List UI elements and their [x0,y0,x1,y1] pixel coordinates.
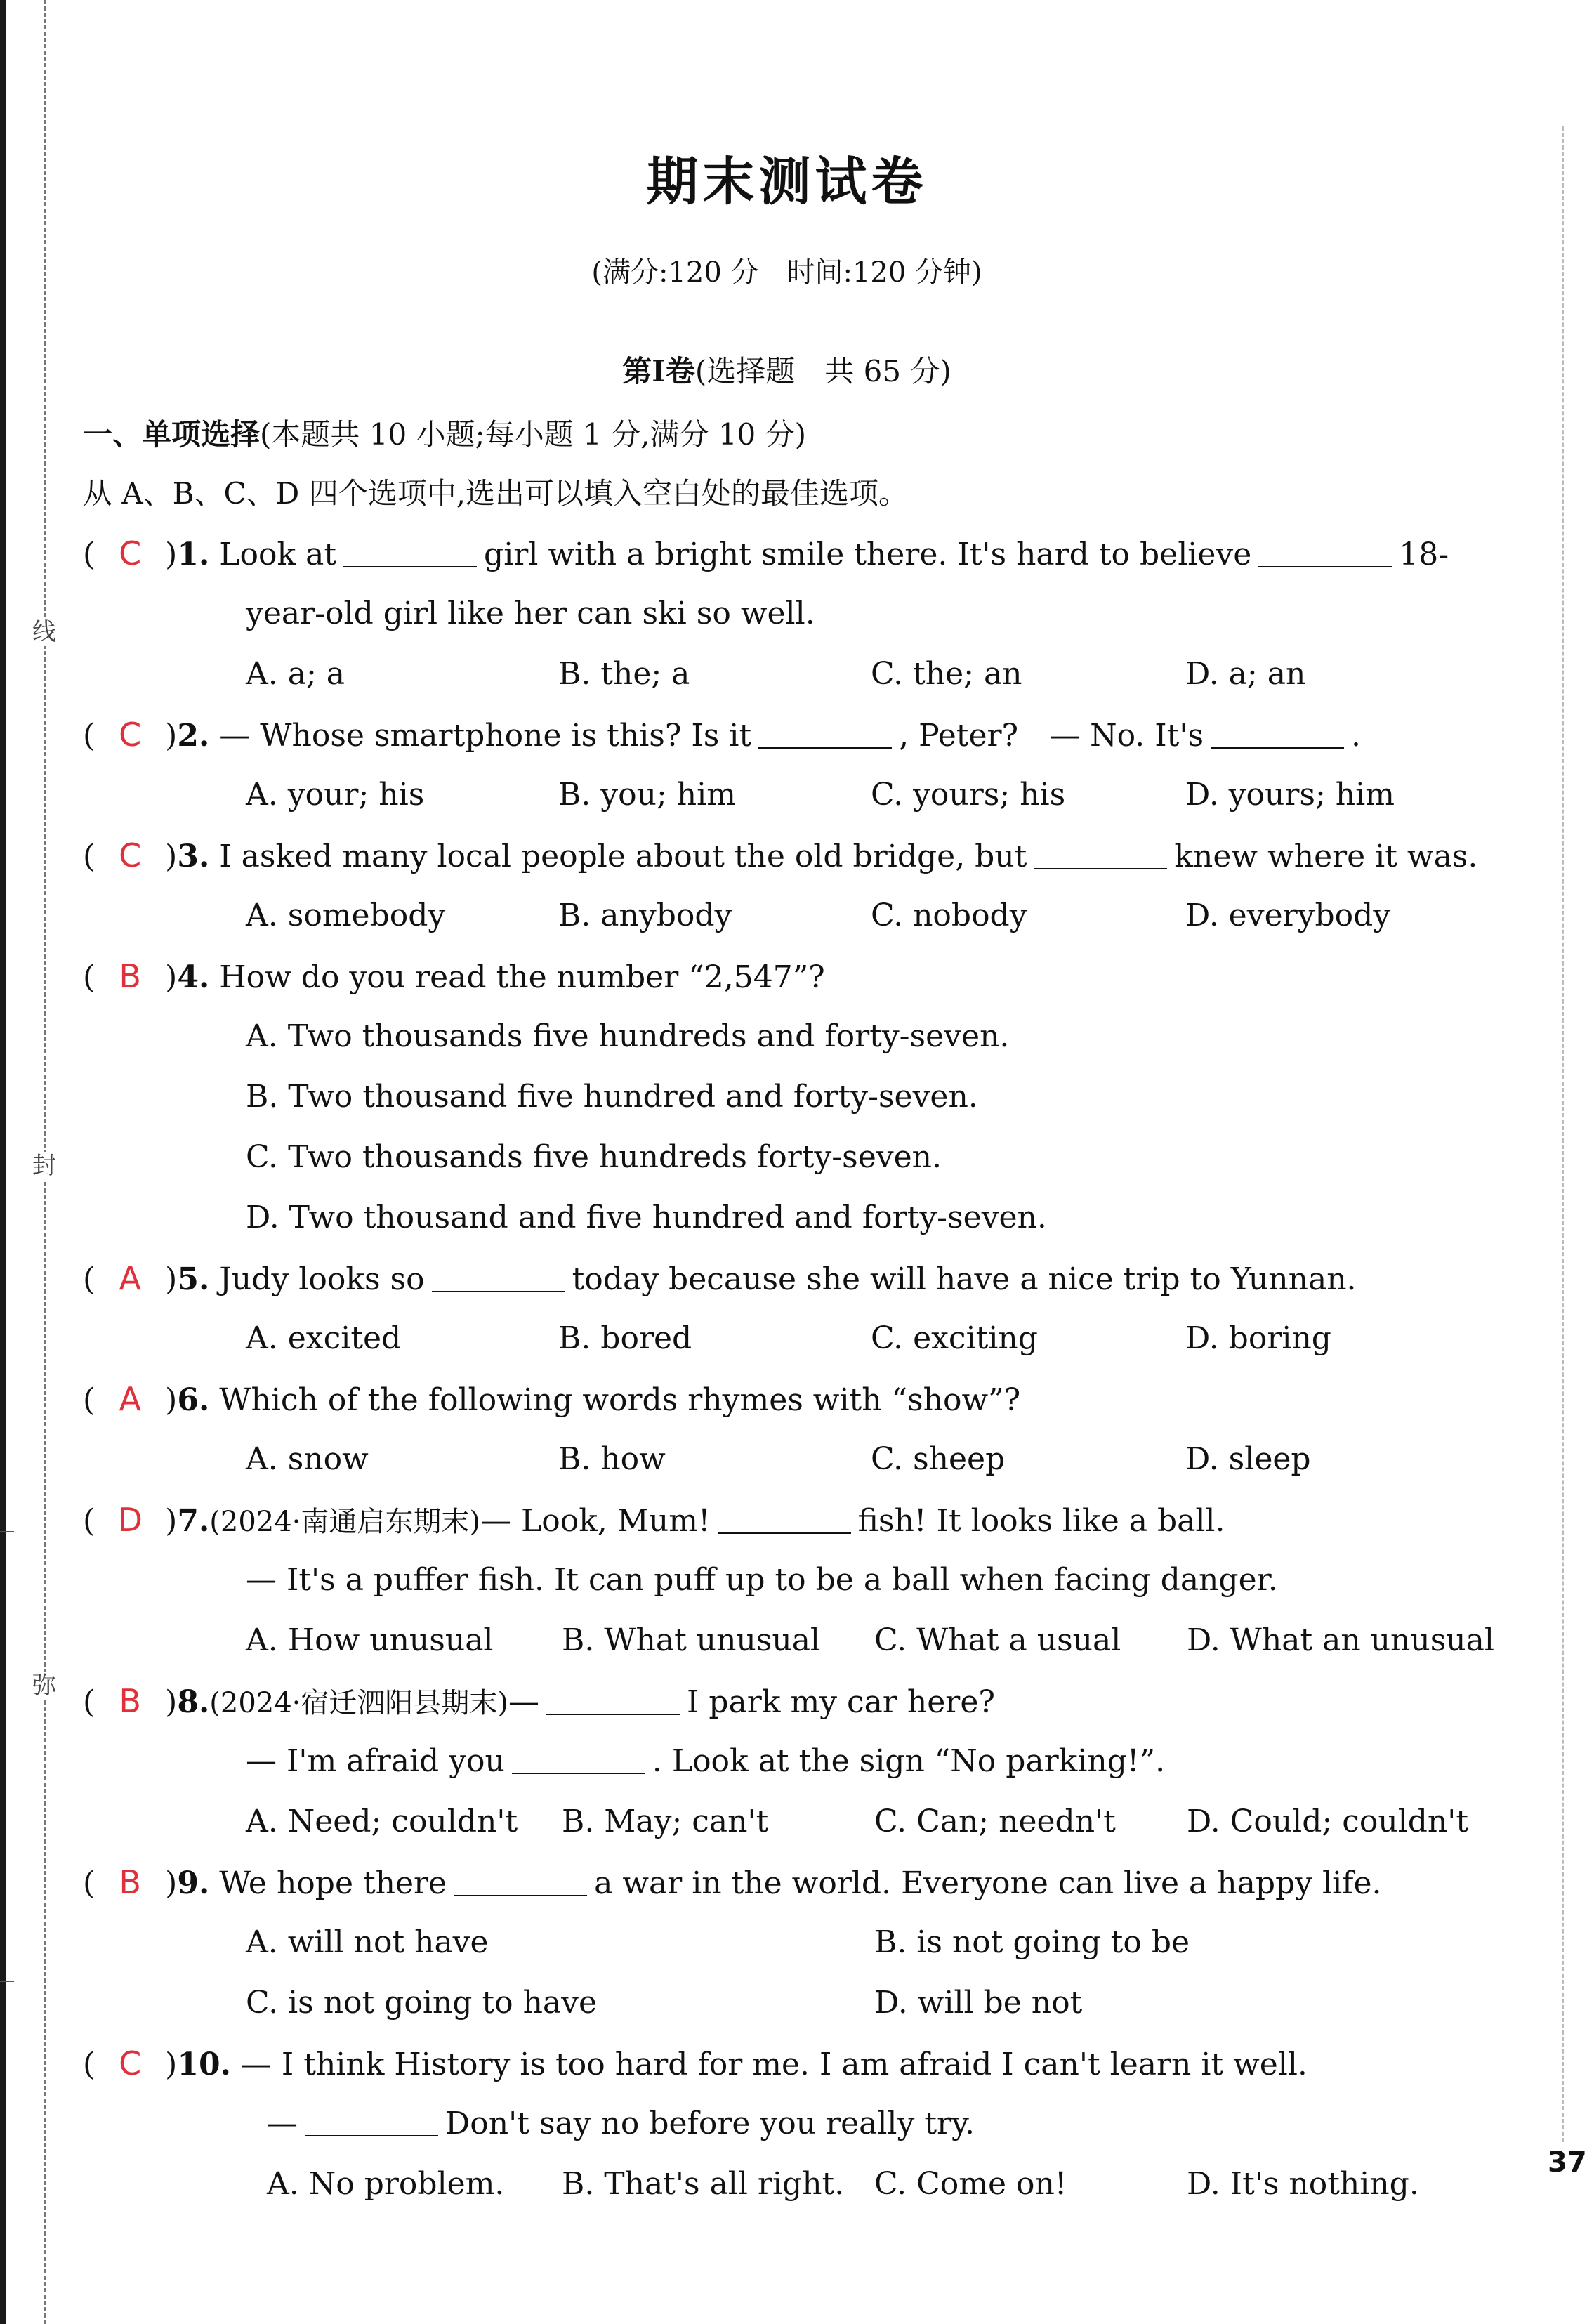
option-7b: B. What unusual [562,1622,821,1658]
option-2c: C. yours; his [871,777,1066,813]
question-8: ( B )8.(2024·宿迁泗阳县期末)— I park my car here? [83,1682,995,1720]
option-6c: C. sheep [871,1441,1006,1477]
question-text: I asked many local people about the old bridge, but [219,839,1027,874]
option-10a: A. No problem. [267,2166,505,2202]
answer-blank [718,1504,851,1534]
option-3c: C. nobody [871,898,1027,933]
question-text: today because she will have a nice trip to Yunnan. [572,1261,1357,1297]
question-7: ( D )7.(2024·南通启东期末)— Look, Mum! fish! It looks like a ball. [83,1501,1225,1539]
margin-name-field [0,1531,14,1532]
answer-blank [1211,719,1344,749]
answer-blank [305,2107,438,2136]
option-8a: A. Need; couldn't [246,1804,518,1839]
option-1a: A. a; a [246,656,345,692]
question-number: 7. [177,1503,210,1539]
option-10b: B. That's all right. [562,2166,845,2202]
answer-blank [432,1263,565,1292]
option-3d: D. everybody [1185,898,1391,933]
question-1-cont: year-old girl like her can ski so well. [246,596,815,631]
question-4: ( B )4. How do you read the number “2,547”? [83,957,825,995]
section-title [83,412,806,454]
question-text: Look at [219,537,337,572]
question-10-cont [267,2104,975,2144]
question-text: — Look, Mum! [480,1503,711,1539]
margin-char-seal: 封 [32,1152,56,1180]
question-text: — Whose smartphone is this? Is it [219,718,752,754]
option-10c: C. Come on! [874,2166,1067,2202]
question-number: 8. [177,1684,210,1720]
question-text: , Peter? — No. It's [899,718,1204,754]
question-3: ( C )3. I asked many local people about the old bridge, but knew where it was. [83,836,1478,874]
option-5d: D. boring [1185,1320,1331,1356]
question-number: 4. [177,959,210,995]
option-9c: C. is not going to have [246,1985,598,2021]
question-text: — I think History is too hard for me. I am afraid I can't learn it well. [240,2047,1308,2082]
option-2a: A. your; his [246,777,425,813]
option-3a: A. somebody [246,898,446,933]
question-text: Don't say no before you really try. [445,2106,975,2141]
option-5b: B. bored [558,1320,692,1356]
question-number: 5. [177,1261,210,1297]
answer-blank [1034,840,1167,869]
question-9: ( B )9. We hope there a war in the world. Everyone can live a happy life. [83,1863,1382,1901]
question-text: Judy looks so [219,1261,425,1297]
option-8b: B. May; can't [562,1804,769,1839]
option-4d: D. Two thousand and five hundred and forty-seven. [246,1200,1047,1235]
answer-blank [758,719,892,749]
option-5c: C. exciting [871,1320,1038,1356]
option-4a: A. Two thousands five hundreds and forty-seven. [246,1018,1010,1054]
instruction: 从 A、B、C、D 四个选项中,选出可以填入空白处的最佳选项。 [83,476,909,511]
answer-2: C [119,716,142,754]
question-6: ( A )6. Which of the following words rhymes with “show”? [83,1380,1021,1418]
question-number: 1. [177,537,210,572]
question-1: ( C )1. Look at girl with a bright smile there. It's hard to believe 18- [83,534,1449,572]
margin-class-field [0,1981,14,1982]
answer-3: C [119,836,142,874]
answer-4: B [119,957,141,995]
question-number: 6. [177,1382,210,1418]
question-10: ( C )10. — I think History is too hard for me. I am afraid I can't learn it well. [83,2044,1308,2082]
option-10d: D. It's nothing. [1187,2166,1419,2202]
question-7-cont: — It's a puffer fish. It can puff up to be a ball when facing danger. [246,1562,1278,1598]
option-7c: C. What a usual [874,1622,1121,1658]
section-note: (本题共 10 小题;每小题 1 分,满分 10 分) [260,417,807,452]
question-number: 9. [177,1865,210,1901]
question-8-cont [246,1742,1165,1781]
option-7a: A. How unusual [246,1622,494,1658]
answer-blank [546,1686,680,1715]
question-text: . [1351,718,1362,754]
answer-10: C [119,2044,142,2082]
question-text: a war in the world. Everyone can live a happy life. [594,1865,1382,1901]
answer-8: B [119,1682,141,1720]
answer-5: A [119,1259,141,1297]
option-3b: B. anybody [558,898,732,933]
option-6a: A. snow [246,1441,369,1477]
answer-blank [343,538,477,567]
margin-char-line: 线 [32,618,56,646]
option-2d: D. yours; him [1185,777,1395,813]
answer-blank [454,1867,587,1896]
option-8d: D. Could; couldn't [1187,1804,1469,1839]
part-note: (选择题 共 65 分) [694,354,951,388]
question-number: 2. [177,718,210,754]
option-5a: A. excited [246,1320,402,1356]
option-9b: B. is not going to be [874,1924,1190,1960]
answer-blank [512,1745,645,1774]
answer-1: C [119,534,142,572]
question-text: 18- [1399,537,1449,572]
question-text: . Look at the sign “No parking!”. [652,1743,1166,1779]
section-label: 一、单项选择 [83,417,261,452]
option-1c: C. the; an [871,656,1022,692]
part-title [0,348,1574,390]
option-6d: D. sleep [1185,1441,1311,1477]
page-title: 期末测试卷 [646,152,928,212]
question-text: — [508,1684,540,1720]
option-9d: D. will be not [874,1985,1083,2021]
answer-7: D [117,1501,143,1539]
exam-info: (满分:120 分 时间:120 分钟) [591,256,982,289]
option-1d: D. a; an [1185,656,1306,692]
margin-char-mi: 弥 [32,1672,56,1700]
option-4b: B. Two thousand five hundred and forty-seven. [246,1079,978,1115]
option-6b: B. how [558,1441,666,1477]
option-8c: C. Can; needn't [874,1804,1116,1839]
question-text: fish! It looks like a ball. [857,1503,1225,1539]
question-text: How do you read the number “2,547”? [219,959,825,995]
option-2b: B. you; him [558,777,736,813]
question-2: ( C )2. — Whose smartphone is this? Is it , Peter? — No. It's . [83,716,1362,754]
question-source: (2024·南通启东期末) [209,1506,481,1538]
page-number: 37 [1548,2146,1587,2179]
part-label: 第Ⅰ卷 [622,354,695,388]
answer-blank [1258,538,1392,567]
answer-9: B [119,1863,141,1901]
question-text: — [267,2106,298,2141]
question-number: 3. [177,839,210,874]
answer-6: A [119,1380,141,1418]
option-7d: D. What an unusual [1187,1622,1494,1658]
question-text: girl with a bright smile there. It's hard to believe [484,537,1252,572]
option-4c: C. Two thousands five hundreds forty-seven. [246,1139,942,1175]
question-source: (2024·宿迁泗阳县期末) [209,1687,509,1719]
question-text: — I'm afraid you [246,1743,505,1779]
question-text: I park my car here? [687,1684,995,1720]
question-number: 10. [177,2047,231,2082]
question-text: knew where it was. [1174,839,1478,874]
right-dashed-line [1562,126,1564,2142]
question-text: Which of the following words rhymes with “show”? [219,1382,1021,1418]
option-9a: A. will not have [246,1924,489,1960]
option-1b: B. the; a [558,656,690,692]
question-text: We hope there [219,1865,447,1901]
question-5: ( A )5. Judy looks so today because she will have a nice trip to Yunnan. [83,1259,1357,1297]
